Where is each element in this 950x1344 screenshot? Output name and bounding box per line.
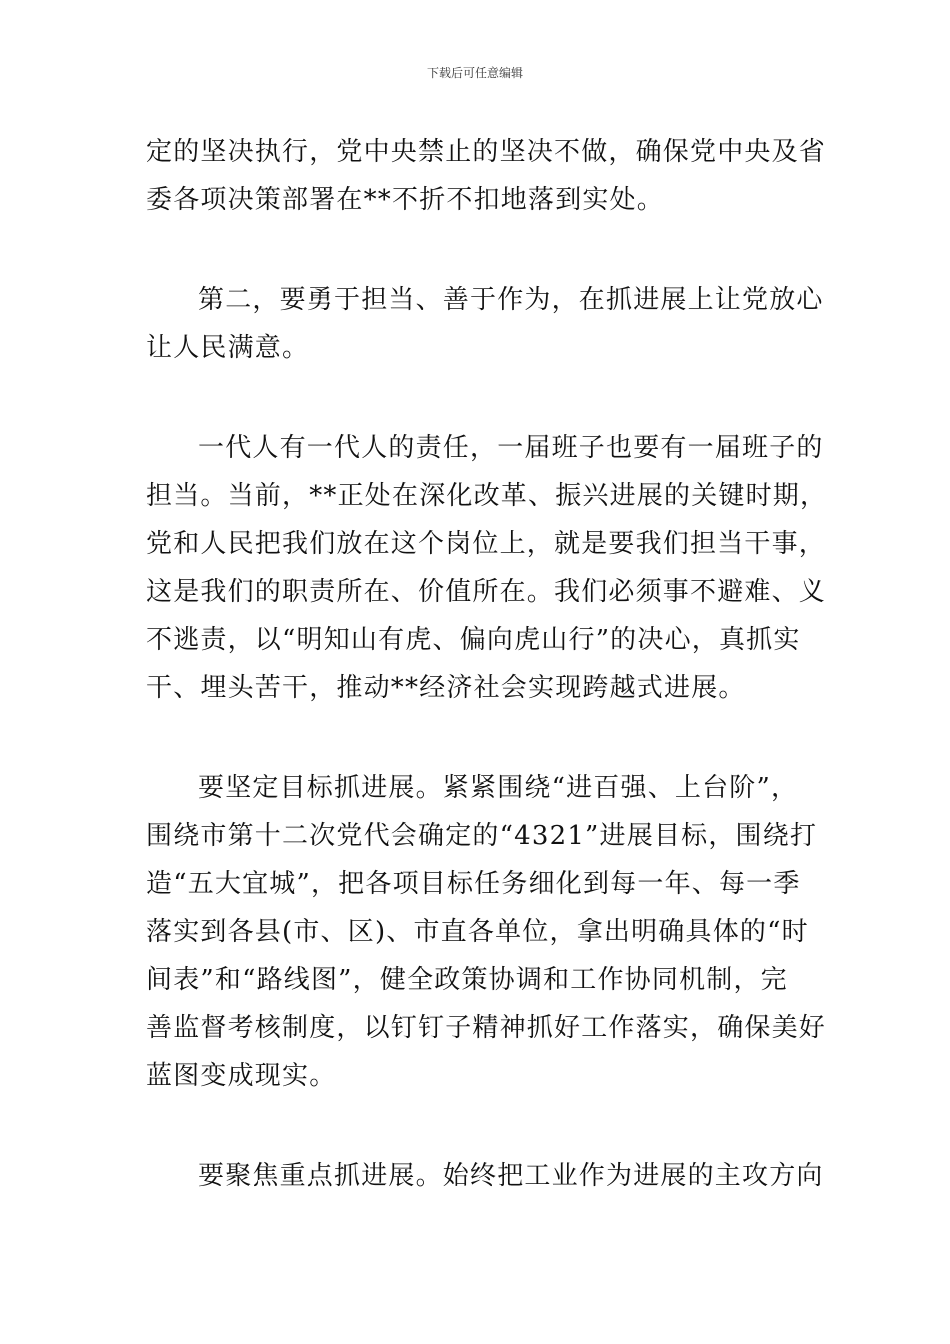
paragraph-2 [146, 276, 824, 372]
paragraph-5 [146, 1152, 824, 1200]
page-header: 下载后可任意编辑 [426, 66, 523, 80]
paragraph-1 [146, 128, 827, 224]
text-line: 委各项决策部署在**不折不扣地落到实处。 [146, 185, 665, 215]
text-line: 要聚焦重点抓进展。始终把工业作为进展的主攻方向 [198, 1161, 824, 1191]
text-line: 这是我们的职责所在、价值所在。我们必须事不避难、义 [146, 577, 827, 607]
text-line: 围绕市第十二次党代会确定的“4321”进展目标，围绕打 [146, 821, 818, 851]
text-line: 落实到各县(市、区)、市直各单位，拿出明确具体的“时 [146, 917, 809, 947]
text-line: 让人民满意。 [146, 333, 310, 363]
text-line: 干、埋头苦干，推动**经济社会实现跨越式进展。 [146, 673, 746, 703]
text-line: 第二，要勇于担当、善于作为，在抓进展上让党放心 [198, 285, 824, 315]
text-line: 不逃责，以“明知山有虎、偏向虎山行”的决心，真抓实 [146, 625, 801, 655]
text-line: 善监督考核制度，以钉钉子精神抓好工作落实，确保美好 [146, 1013, 827, 1043]
text-line: 党和人民把我们放在这个岗位上，就是要我们担当干事， [146, 529, 827, 559]
text-line: 间表”和“路线图”，健全政策协调和工作协同机制，完 [146, 965, 788, 995]
paragraph-4 [146, 764, 827, 1100]
text-line: 蓝图变成现实。 [146, 1061, 337, 1091]
text-line: 要坚定目标抓进展。紧紧围绕“进百强、上台阶”， [198, 773, 799, 803]
text-line: 定的坚决执行，党中央禁止的坚决不做，确保党中央及省 [146, 137, 827, 167]
text-line: 担当。当前，**正处在深化改革、振兴进展的关键时期， [146, 481, 828, 511]
text-line: 造“五大宜城”，把各项目标任务细化到每一年、每一季 [146, 869, 801, 899]
text-line: 一代人有一代人的责任，一届班子也要有一届班子的 [198, 433, 824, 463]
paragraph-3 [146, 424, 828, 712]
document-body [146, 128, 828, 1252]
